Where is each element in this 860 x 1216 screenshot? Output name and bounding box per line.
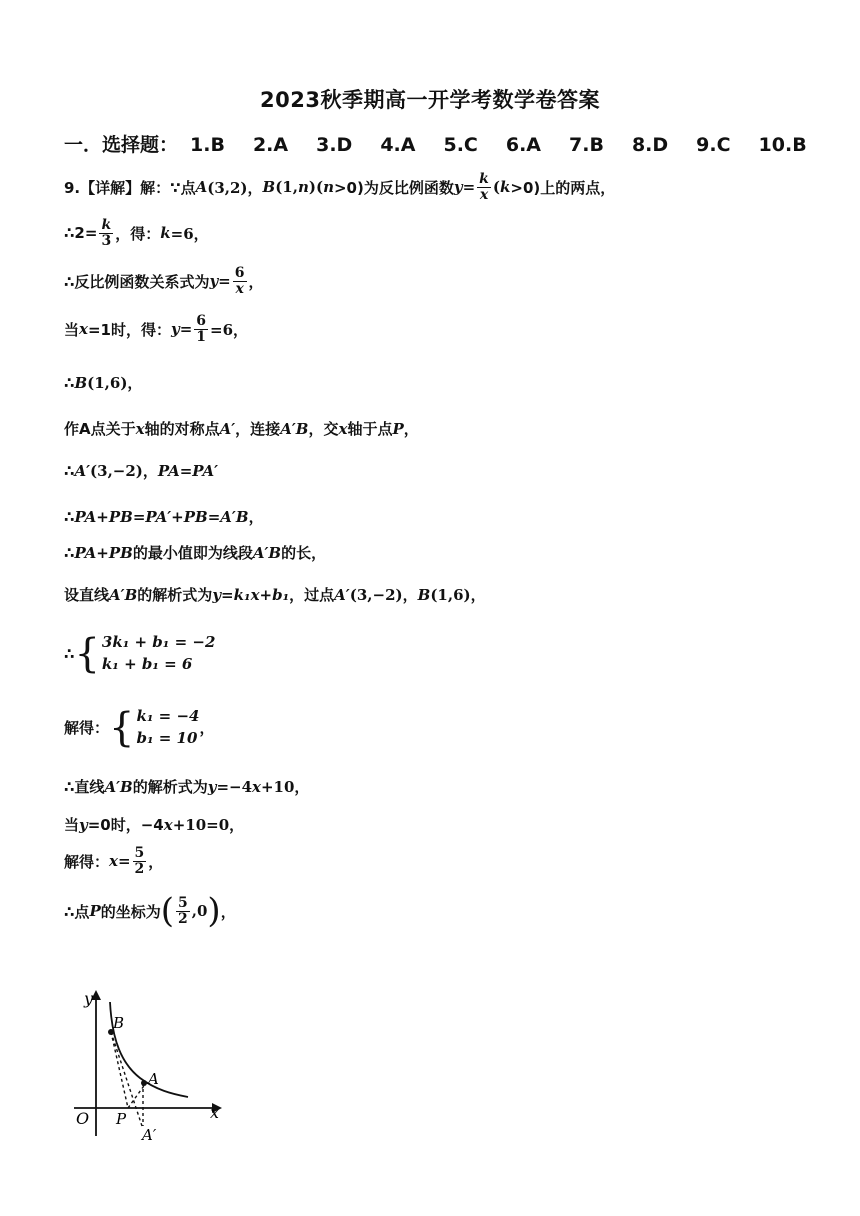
text: 当 [64, 816, 80, 834]
math: k₁x [233, 585, 260, 604]
solution-line-2 [64, 218, 209, 248]
math: PA [74, 543, 97, 562]
fraction-denominator: 2 [134, 860, 145, 877]
solution-line-12 [64, 706, 214, 750]
hyperbola-figure [60, 986, 240, 1146]
left-brace: { [74, 630, 100, 677]
text: 轴的对称点 [144, 420, 220, 438]
label-y: y [84, 989, 94, 1008]
label-x: x [210, 1103, 220, 1122]
math: = [218, 272, 231, 291]
text: 的长， [281, 544, 327, 562]
text: ， [248, 272, 264, 291]
equation-row: 3k₁ + b₁ = −2 [101, 633, 216, 651]
text: 的解析式为 [137, 586, 213, 604]
label-P: P [116, 1110, 127, 1128]
math: y [207, 777, 217, 796]
math: P [392, 419, 404, 438]
text: ∴2= [64, 224, 98, 243]
fraction [233, 266, 247, 296]
label-A-prime: A′ [142, 1126, 157, 1144]
answer-1: 1.B [190, 134, 225, 156]
text: ∴ [64, 543, 75, 562]
left-brace: { [109, 704, 135, 751]
math: + [171, 507, 184, 526]
answer-4: 4.A [380, 134, 416, 156]
answer-5: 5.C [443, 134, 478, 156]
math: = [207, 507, 221, 526]
math: (3,2)， [207, 178, 263, 197]
text: 的解析式为 [132, 778, 208, 796]
text: ∴ [64, 461, 75, 480]
math: A′ [334, 585, 350, 604]
solution-line-13 [64, 776, 309, 797]
left-paren: ( [160, 891, 174, 931]
text: ， [148, 852, 164, 871]
equation-row: k₁ + b₁ = 6 [101, 654, 193, 673]
label-A: A [148, 1070, 159, 1088]
text: 的最小值即为线段 [132, 544, 253, 562]
math: A′B [109, 585, 138, 604]
fraction-denominator: 1 [196, 328, 207, 345]
fraction-numerator: 6 [196, 313, 207, 329]
math: x [338, 419, 348, 438]
label-origin: O [76, 1109, 90, 1128]
text: =1时，得： [87, 320, 171, 339]
math: y [170, 320, 180, 339]
math: k [499, 178, 511, 197]
right-paren: ) [207, 891, 221, 931]
math: A′B [280, 419, 309, 438]
math: x [135, 419, 145, 438]
solution-line-4 [64, 314, 248, 344]
solution-line-3 [64, 266, 264, 296]
solution-line-9 [64, 542, 326, 563]
math: y [209, 272, 219, 291]
math: = [462, 178, 476, 197]
text: 当 [64, 320, 80, 339]
fraction-numerator: k [101, 217, 112, 233]
fraction-numerator: 5 [178, 894, 188, 911]
math: A′B [220, 507, 249, 526]
math: y [79, 815, 88, 834]
math: n [323, 178, 334, 197]
math: = [179, 320, 193, 339]
math: A′B [104, 777, 133, 796]
solution-line-10 [64, 584, 486, 605]
text: ∴直线 [64, 778, 105, 796]
text: ， [199, 719, 215, 738]
fraction-denominator: 3 [101, 232, 112, 249]
solution-line-5 [64, 372, 142, 393]
equation-row: b₁ = 10 [136, 728, 198, 747]
math: x [79, 320, 88, 339]
point-A [141, 1080, 147, 1086]
text: 解得： [64, 852, 110, 871]
answer-3: 3.D [316, 134, 353, 156]
math: = [132, 507, 146, 526]
math: y [212, 585, 222, 604]
answer-7: 7.B [569, 134, 604, 156]
math: ( [492, 178, 500, 197]
math: )( [308, 178, 324, 197]
answer-6: 6.A [505, 134, 542, 156]
text: ， [220, 902, 236, 921]
text: 设直线 [64, 586, 110, 604]
answer-9: 9.C [696, 134, 731, 156]
text: 轴于点 [347, 420, 393, 438]
fraction [99, 218, 113, 248]
math: PA [157, 461, 180, 480]
math: PA′ [192, 461, 219, 480]
solution-line-11 [64, 632, 215, 676]
solution-line-8 [64, 506, 264, 527]
math: = [117, 852, 131, 871]
math: =6， [170, 224, 209, 243]
solution-line-14 [64, 814, 244, 835]
math: (3,−2)， [90, 462, 158, 480]
text: ∴反比例函数关系式为 [64, 272, 210, 291]
text: ，连接 [235, 420, 281, 438]
fraction [477, 172, 491, 202]
label-B: B [113, 1014, 125, 1032]
math: + [96, 543, 109, 562]
solution-line-1 [64, 172, 615, 202]
math: x [252, 777, 261, 796]
math: (1,6)， [87, 374, 143, 392]
fraction [194, 314, 208, 344]
text: 的坐标为 [100, 902, 161, 921]
solution-line-7 [64, 460, 218, 481]
fraction-denominator: 2 [178, 910, 188, 927]
math: = [221, 585, 234, 604]
text: >0)上的两点， [510, 178, 616, 197]
text: ，交 [308, 420, 339, 438]
text: =0时，−4 [87, 816, 164, 834]
choice-answers [64, 130, 835, 157]
math: PB [108, 543, 133, 562]
text: ， [403, 420, 419, 438]
text: 解得： [64, 719, 110, 738]
answer-2: 2.A [252, 134, 289, 156]
fraction-numerator: 5 [134, 845, 145, 861]
math: =6， [210, 320, 249, 339]
text: 作A点关于 [64, 420, 136, 438]
equation-system [74, 632, 215, 676]
math: B [262, 178, 276, 197]
text: ，得： [115, 224, 161, 243]
equation-row: k₁ = −4 [136, 707, 200, 725]
math: +10=0， [172, 816, 245, 834]
math: + [96, 507, 109, 526]
math: b₁ [272, 585, 290, 604]
math: k [160, 224, 171, 243]
fraction-denominator: x [479, 186, 489, 203]
text: >0)为反比例函数 [333, 178, 454, 197]
math: PB [108, 507, 133, 526]
answer-10: 10.B [758, 134, 807, 156]
math: B [74, 373, 88, 392]
math: (1, [275, 178, 298, 197]
math: A′B [252, 543, 282, 562]
solution-line-15 [64, 846, 163, 876]
math: x [163, 815, 173, 834]
math: (3,−2)， [349, 586, 418, 604]
math: PA′ [145, 507, 172, 526]
math: B [417, 585, 431, 604]
text: ∴ [64, 373, 75, 392]
answer-8: 8.D [631, 134, 669, 156]
math: PA [74, 507, 97, 526]
math: P [89, 902, 101, 920]
equation-system [109, 706, 199, 750]
math: y [453, 178, 463, 197]
math: ,0 [191, 902, 208, 920]
fraction [133, 846, 147, 876]
fraction [176, 896, 190, 926]
text: ∴ [64, 507, 75, 526]
fraction-numerator: k [479, 171, 489, 187]
dashed-line-BP [111, 1032, 128, 1108]
solution-line-16 [64, 891, 236, 931]
math: = [179, 461, 193, 480]
math: (1,6)， [430, 586, 486, 604]
text: ∴点 [64, 902, 90, 921]
math: A [195, 178, 208, 197]
page-title: 2023秋季期高一开学考数学卷答案 [260, 88, 600, 112]
math: +10， [260, 778, 310, 796]
math: n [297, 178, 309, 197]
math: =−4 [216, 777, 253, 796]
text: ， [248, 508, 264, 526]
text: ∴ [64, 644, 75, 663]
math: + [259, 585, 273, 604]
choice-section-label: 一．选择题： [64, 134, 179, 156]
math: A′ [74, 461, 91, 480]
math: x [109, 852, 118, 871]
math: A′ [219, 419, 236, 438]
text: 9.【详解】解：∵点 [64, 178, 196, 197]
text: ，过点 [289, 586, 335, 604]
math: PB [183, 507, 208, 526]
fraction-numerator: 6 [234, 265, 245, 281]
solution-line-6 [64, 418, 419, 439]
fraction-denominator: x [235, 280, 244, 297]
